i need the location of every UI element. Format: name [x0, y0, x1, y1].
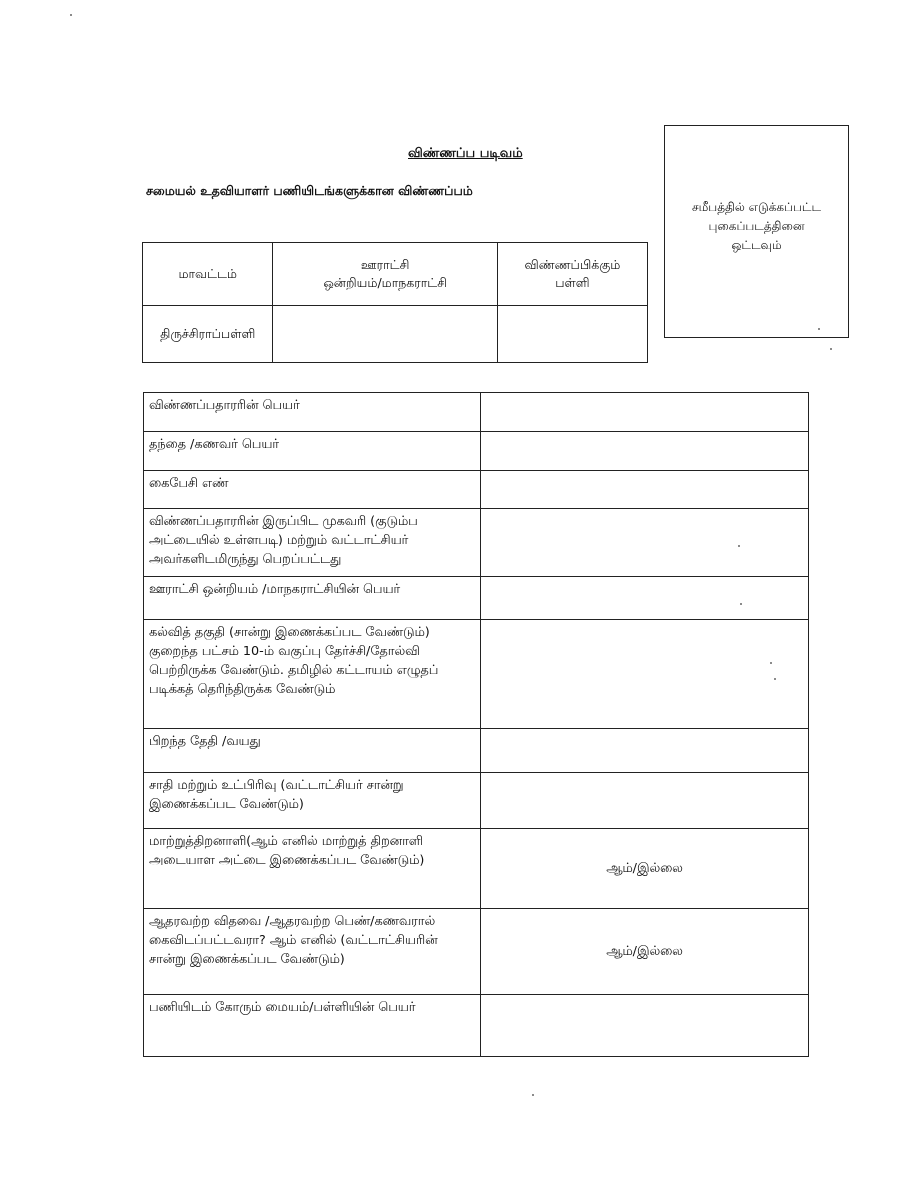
table-row — [144, 829, 809, 909]
field-label-mobile-number: கைபேசி எண் — [144, 471, 481, 509]
field-value-differently-abled[interactable]: ஆம்/இல்லை — [481, 829, 809, 909]
cell-school[interactable] — [497, 306, 647, 363]
scan-speck — [770, 662, 772, 664]
scan-speck — [830, 348, 832, 350]
cell-district: திருச்சிராப்பள்ளி — [143, 306, 273, 363]
field-label-destitute-widow: ஆதரவற்ற விதவை /ஆதரவற்ற பெண்/கணவரால் கைவிடப்பட்டவரா? ஆம் எனில் (வட்டாட்சியரின் சான்று இணைக்கப்பட வேண்டும்) — [144, 909, 481, 995]
field-label-applicant-name: விண்ணப்பதாரரின் பெயர் — [144, 393, 481, 432]
table-row — [144, 620, 809, 729]
scan-speck — [532, 1094, 534, 1096]
field-value-dob-age[interactable] — [481, 729, 809, 773]
field-value-caste[interactable] — [481, 773, 809, 829]
field-label-union-name: ஊராட்சி ஒன்றியம் /மாநகராட்சியின் பெயர் — [144, 577, 481, 620]
field-value-applicant-name[interactable] — [481, 393, 809, 432]
location-table — [142, 242, 648, 363]
table-row — [144, 995, 809, 1057]
table-row — [144, 909, 809, 995]
field-value-education[interactable] — [481, 620, 809, 729]
field-label-caste: சாதி மற்றும் உட்பிரிவு (வட்டாட்சியர் சான்று இணைக்கப்பட வேண்டும்) — [144, 773, 481, 829]
field-value-father-husband-name[interactable] — [481, 432, 809, 471]
photo-placeholder-box — [664, 125, 849, 338]
scan-speck — [818, 328, 820, 330]
scan-speck — [774, 678, 776, 680]
field-value-mobile-number[interactable] — [481, 471, 809, 509]
field-label-education: கல்வித் தகுதி (சான்று இணைக்கப்பட வேண்டும்) குறைந்த பட்சம் 10-ம் வகுப்பு தேர்ச்சி/தோல்வி பெற்றிருக்க வேண்டும். தமிழில் கட்டாயம் எழுதப் படிக்கத் தெரிந்திருக்க வேண்டும் — [144, 620, 481, 729]
table-row — [144, 509, 809, 577]
photo-box-instruction: சமீபத்தில் எடுக்கப்பட்ட புகைப்படத்தினை ஒட்டவும் — [691, 200, 822, 252]
field-value-address[interactable] — [481, 509, 809, 577]
header-union: ஊராட்சி ஒன்றியம்/மாநகராட்சி — [273, 243, 497, 306]
field-label-father-husband-name: தந்தை /கணவர் பெயர் — [144, 432, 481, 471]
table-row — [144, 729, 809, 773]
scan-speck — [740, 603, 742, 605]
scan-speck — [738, 545, 740, 547]
table-row — [144, 471, 809, 509]
table-row — [144, 432, 809, 471]
field-label-address: விண்ணப்பதாரரின் இருப்பிட முகவரி (குடும்ப அட்டையில் உள்ளபடி) மற்றும் வட்டாட்சியர் அவர்களிடமிருந்து பெறப்பட்டது — [144, 509, 481, 577]
table-row — [144, 577, 809, 620]
form-subtitle: சமையல் உதவியாளர் பணியிடங்களுக்கான விண்ணப்பம் — [146, 183, 473, 198]
field-value-destitute-widow[interactable]: ஆம்/இல்லை — [481, 909, 809, 995]
cell-union[interactable] — [273, 306, 497, 363]
header-school: விண்ணப்பிக்கும் பள்ளி — [497, 243, 647, 306]
table-row — [144, 773, 809, 829]
field-label-preferred-center: பணியிடம் கோரும் மையம்/பள்ளியின் பெயர் — [144, 995, 481, 1057]
header-district: மாவட்டம் — [143, 243, 273, 306]
form-title: விண்ணப்ப படிவம் — [408, 146, 523, 161]
applicant-details-table — [143, 392, 809, 1057]
field-value-union-name[interactable] — [481, 577, 809, 620]
scan-speck — [70, 14, 72, 16]
field-label-dob-age: பிறந்த தேதி /வயது — [144, 729, 481, 773]
field-value-preferred-center[interactable] — [481, 995, 809, 1057]
field-label-differently-abled: மாற்றுத்திறனாளி(ஆம் எனில் மாற்றுத் திறனாளி அடையாள அட்டை இணைக்கப்பட வேண்டும்) — [144, 829, 481, 909]
table-row — [144, 393, 809, 432]
